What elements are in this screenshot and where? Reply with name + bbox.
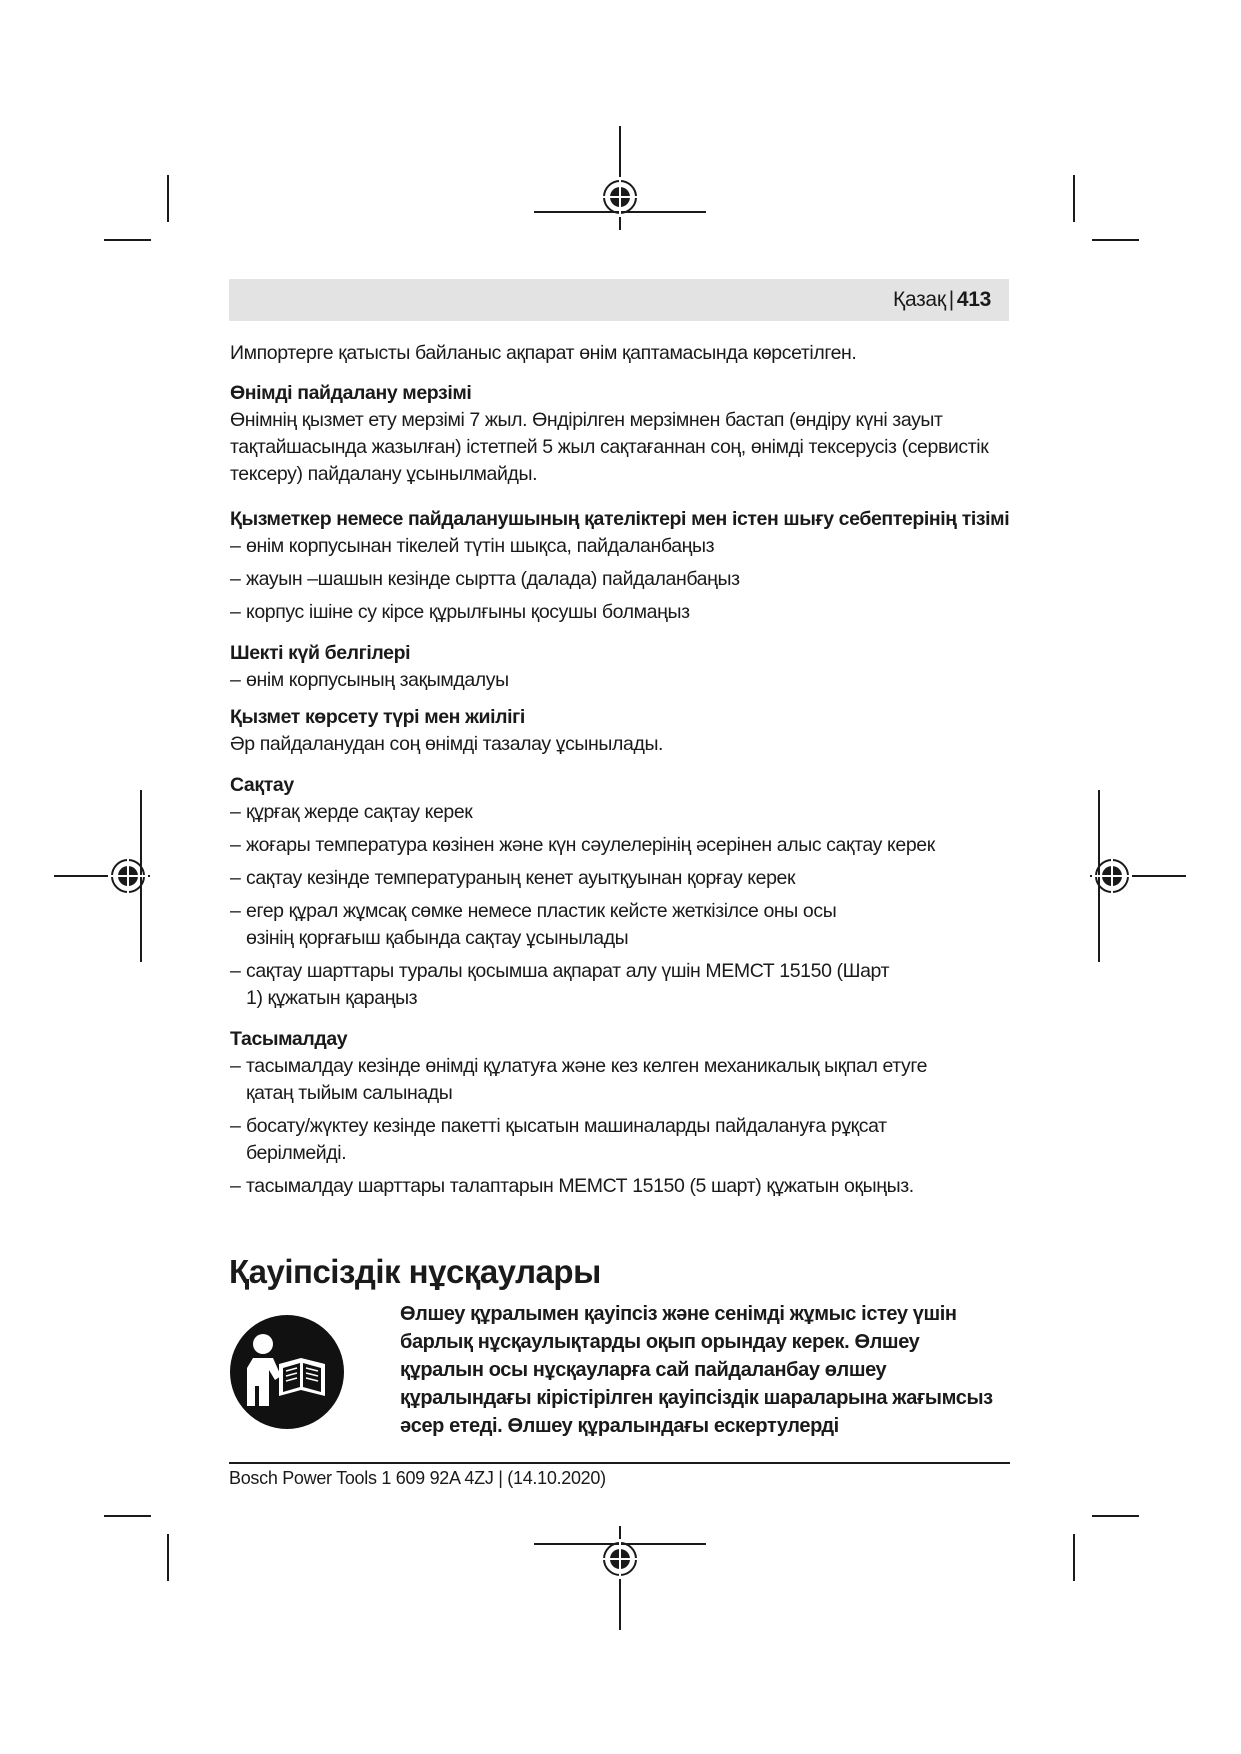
safety-heading: Қауіпсіздік нұсқаулары [229, 1253, 601, 1290]
list-item [230, 898, 1020, 952]
section-title: Тасымалдау [230, 1028, 348, 1050]
section-maintenance [230, 704, 1020, 758]
header-text [893, 288, 991, 312]
list-item [230, 799, 1020, 826]
section-title: Сақтау [230, 774, 294, 796]
bullet-list [230, 667, 1020, 694]
list-item-text: өнім корпусынан тікелей түтін шықса, пайдаланбаңыз [246, 535, 715, 557]
list-dash: – [230, 568, 241, 590]
list-dash: – [230, 900, 241, 922]
page-number: 413 [956, 288, 991, 311]
section-service-life [230, 380, 1020, 488]
list-item-text: корпус ішіне су кірсе құрылғыны қосушы болмаңыз [246, 601, 690, 623]
section-body: Өнімнің қызмет ету мерзімі 7 жыл. Өндірілген мерзімнен бастап (өндіру күні зауыт тақтайшасында жазылған) істетпей 5 жыл сақтағаннан соң, өнімді тексерусіз (сервистік тексеру) пайдалану ұсынылмайды. [230, 409, 989, 485]
list-item-text: егер құрал жұмсақ сөмке немесе пластик кейсте жеткізілсе оны осы өзінің қорғағыш қабында сақтау ұсынылады [246, 900, 837, 949]
list-item-text: жоғары температура көзінен және күн сәулелерінің әсерінен алыс сақтау керек [246, 834, 935, 856]
list-dash: – [230, 834, 241, 856]
list-item [230, 1053, 1020, 1107]
main-content [230, 340, 1020, 1210]
list-item [230, 599, 1020, 626]
bullet-list [230, 533, 1020, 626]
list-dash: – [230, 960, 241, 982]
list-item [230, 667, 1020, 694]
list-dash: – [230, 1055, 241, 1077]
list-dash: – [230, 669, 241, 691]
list-item [230, 1113, 1020, 1167]
section-title: Өнімді пайдалану мерзімі [230, 382, 472, 404]
list-dash: – [230, 601, 241, 623]
safety-warning-text: Өлшеу құралымен қауіпсіз және сенімді жұмыс істеу үшін барлық нұсқаулықтарды оқып орындау керек. Өлшеу құралын осы нұсқауларға сай пайдаланбау өлшеу құралындағы кірістірілген қауіпсіздік шараларына жағымсыз әсер етеді. Өлшеу құралындағы ескертулерді [400, 1303, 993, 1437]
header-language: Қазақ [893, 288, 946, 311]
section-title: Қызметкер немесе пайдаланушының қателіктері мен істен шығу себептерінің тізімі [230, 508, 1010, 530]
list-dash: – [230, 1115, 241, 1137]
bullet-list [230, 799, 1020, 1012]
section-title: Шекті күй белгілері [230, 642, 411, 664]
read-manual-icon [229, 1314, 345, 1430]
list-item [230, 566, 1020, 593]
page-header [229, 279, 1009, 321]
list-item-text: тасымалдау шарттары талаптарын МЕМСТ 15150 (5 шарт) құжатын оқыңыз. [246, 1175, 914, 1197]
list-item-text: құрғақ жерде сақтау керек [246, 801, 473, 823]
intro-paragraph: Импортерге қатысты байланыс ақпарат өнім қаптамасында көрсетілген. [230, 342, 857, 364]
list-dash: – [230, 867, 241, 889]
section-limit-state [230, 640, 1020, 694]
section-title: Қызмет көрсету түрі мен жиілігі [230, 706, 525, 728]
list-item-text: өнім корпусының зақымдалуы [246, 669, 509, 691]
list-item-text: тасымалдау кезінде өнімді құлатуға және кез келген механикалық ықпал етуге қатаң тыйым салынады [246, 1055, 928, 1104]
list-dash: – [230, 1175, 241, 1197]
section-transport [230, 1026, 1020, 1200]
list-item [230, 865, 1020, 892]
section-body: Әр пайдаланудан соң өнімді тазалау ұсынылады. [230, 733, 664, 755]
list-item-text: жауын –шашын кезінде сыртта (далада) пайдаланбаңыз [246, 568, 740, 590]
header-separator: | [948, 288, 954, 311]
list-dash: – [230, 535, 241, 557]
page-footer: Bosch Power Tools 1 609 92A 4ZJ | (14.10.2020) [229, 1468, 606, 1488]
list-dash: – [230, 801, 241, 823]
section-storage [230, 772, 1020, 1012]
footer-divider [229, 1462, 1010, 1464]
section-errors [230, 506, 1020, 626]
bullet-list [230, 1053, 1020, 1200]
list-item [230, 832, 1020, 859]
list-item-text: сақтау кезінде температураның кенет ауытқуынан қорғау керек [246, 867, 796, 889]
list-item [230, 533, 1020, 560]
list-item-text: сақтау шарттары туралы қосымша ақпарат алу үшін МЕМСТ 15150 (Шарт 1) құжатын қараңыз [246, 960, 890, 1009]
list-item-text: босату/жүктеу кезінде пакетті қысатын машиналарды пайдалануға рұқсат берілмейді. [246, 1115, 887, 1164]
list-item [230, 958, 1020, 1012]
list-item [230, 1173, 1020, 1200]
